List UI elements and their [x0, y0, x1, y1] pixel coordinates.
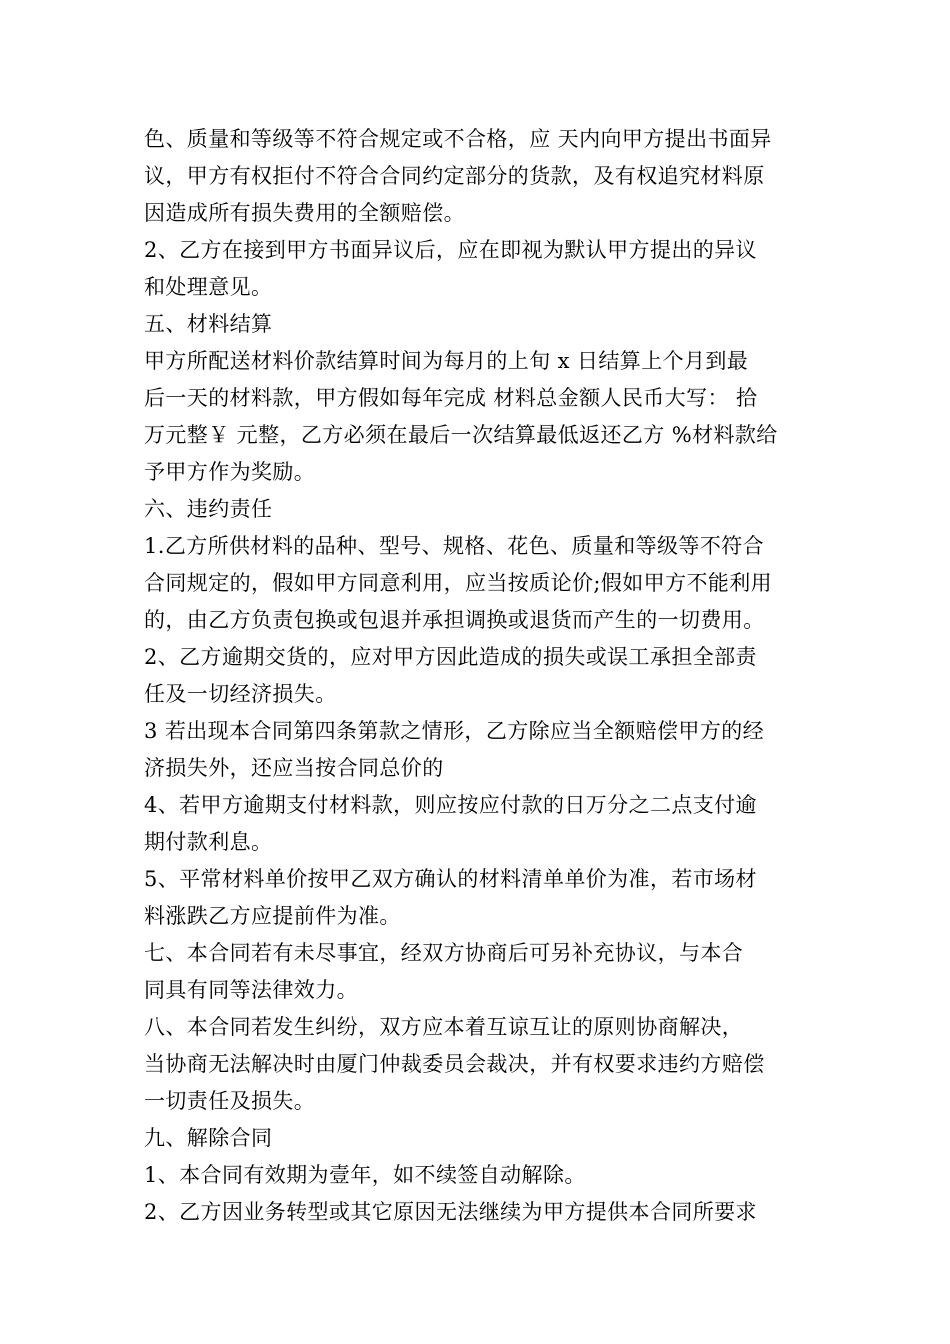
text-line: 1、本合同有效期为壹年，如不续签自动解除。	[144, 1163, 586, 1187]
text-line: 议，甲方有权拒付不符合合同约定部分的货款，及有权追究材料原	[144, 164, 765, 188]
text-line: 2、乙方因业务转型或其它原因无法继续为甲方提供本合同所要求	[144, 1200, 757, 1224]
text-line: 和处理意见。	[144, 275, 273, 299]
text-line: 期付款利息。	[144, 830, 273, 854]
text-line: 因造成所有损失费用的全额赔偿。	[144, 201, 465, 225]
section-heading: 六、违约责任	[144, 497, 273, 521]
text-line: 色、质量和等级等不符合规定或不合格，应 天内向甲方提出书面异	[144, 127, 772, 151]
text-line: 济损失外，还应当按合同总价的	[144, 756, 444, 780]
text-line: 5、平常材料单价按甲乙双方确认的材料清单单价为准，若市场材	[144, 867, 757, 891]
section-heading: 五、材料结算	[144, 312, 273, 336]
text-line: 1.乙方所供材料的品种、型号、规格、花色、质量和等级等不符合	[144, 534, 765, 558]
section-heading: 七、本合同若有未尽事宜，经双方协商后可另补充协议，与本合	[144, 941, 744, 965]
text-line: 4、若甲方逾期支付材料款，则应按应付款的日万分之二点支付逾	[144, 793, 757, 817]
text-line: 同具有同等法律效力。	[144, 978, 358, 1002]
section-heading: 九、解除合同	[144, 1126, 273, 1150]
text-line: 后一天的材料款，甲方假如每年完成 材料总金额人民币大写： 拾	[144, 386, 758, 410]
text-line: 合同规定的，假如甲方同意利用，应当按质论价;假如甲方不能利用	[144, 571, 773, 595]
text-line: 一切责任及损失。	[144, 1089, 316, 1113]
text-line: 2、乙方在接到甲方书面异议后，应在即视为默认甲方提出的异议	[144, 238, 757, 262]
text-line: 甲方所配送材料价款结算时间为每月的上旬 x 日结算上个月到最	[144, 349, 749, 373]
text-line: 3 若出现本合同第四条第款之情形，乙方除应当全额赔偿甲方的经	[144, 719, 765, 743]
text-line: 2、乙方逾期交货的，应对甲方因此造成的损失或误工承担全部责	[144, 645, 757, 669]
text-line: 的，由乙方负责包换或包退并承担调换或退货而产生的一切费用。	[144, 608, 765, 632]
text-line: 万元整￥ 元整，乙方必须在最后一次结算最低返还乙方 %材料款给	[144, 423, 778, 447]
section-heading: 八、本合同若发生纠纷，双方应本着互谅互让的原则协商解决，	[144, 1015, 744, 1039]
text-line: 当协商无法解决时由厦门仲裁委员会裁决，并有权要求违约方赔偿	[144, 1052, 765, 1076]
text-line: 料涨跌乙方应提前件为准。	[144, 904, 401, 928]
text-line: 任及一切经济损失。	[144, 682, 337, 706]
text-line: 予甲方作为奖励。	[144, 460, 316, 484]
